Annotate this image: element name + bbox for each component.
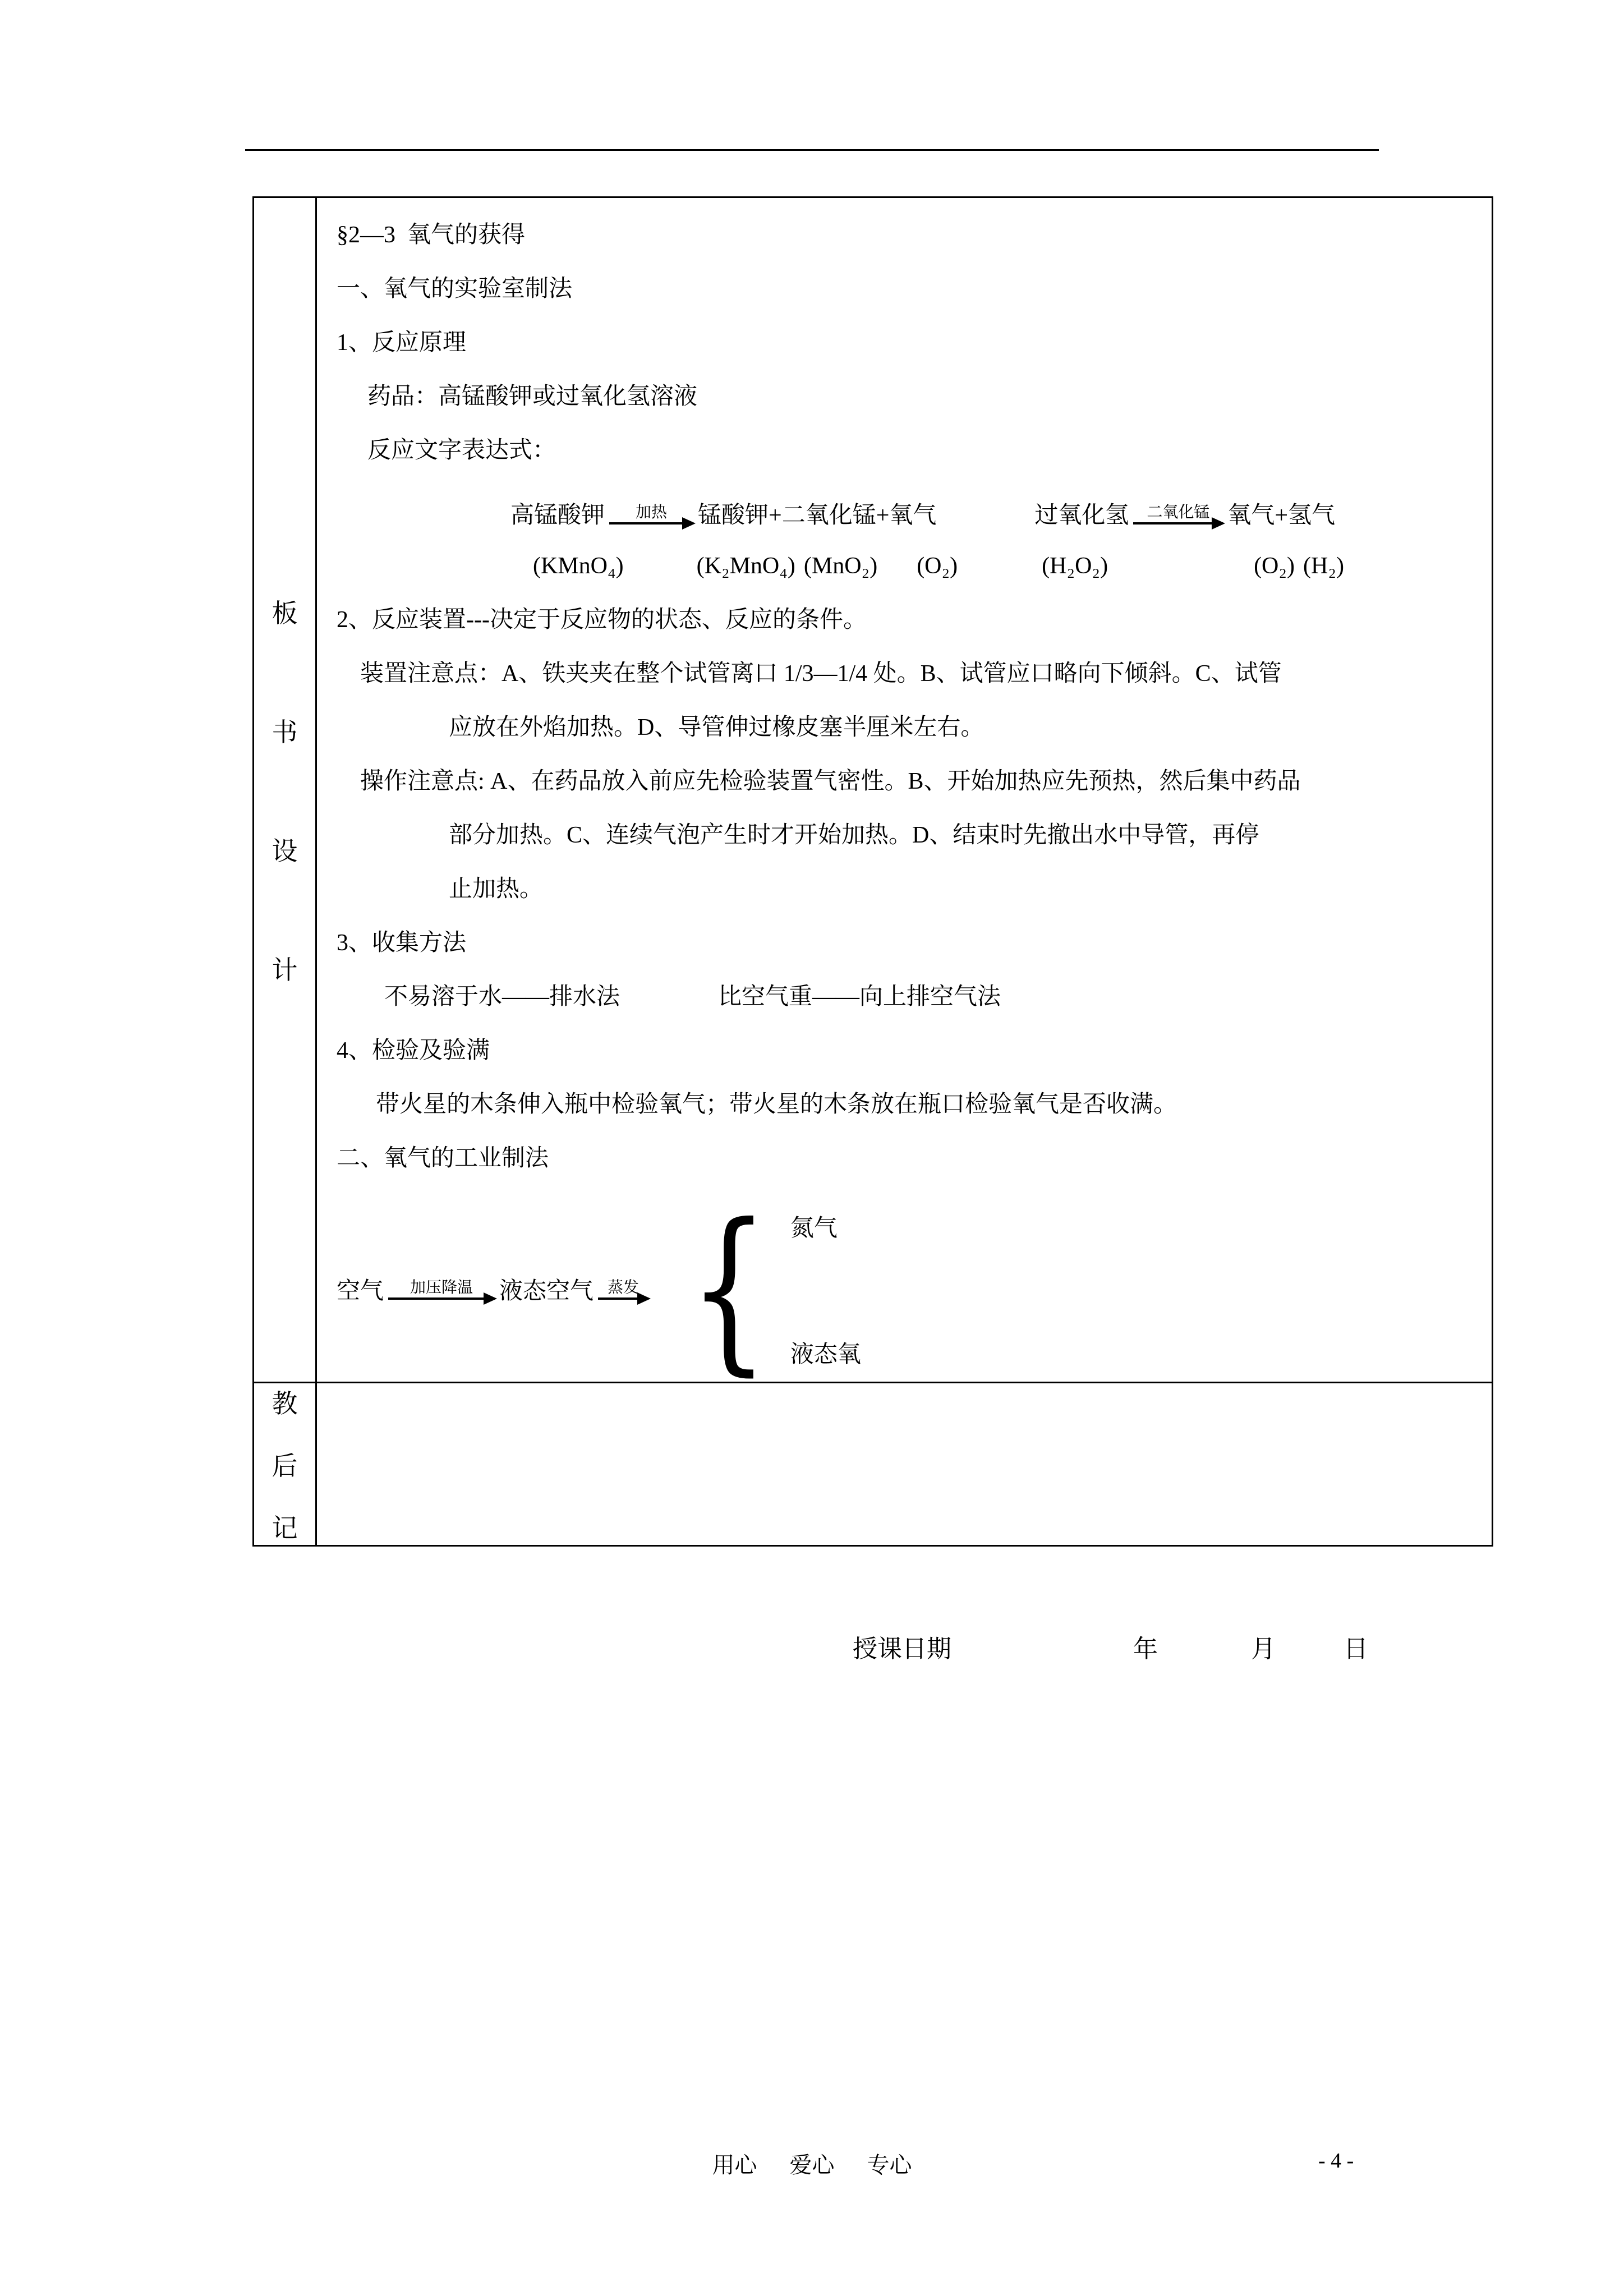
line-lab-method: 一、氧气的实验室制法 [337,276,573,302]
reaction-arrow-icon [609,503,693,524]
lesson-plan-table [252,196,1493,1547]
after-note-row [254,1383,1492,1545]
page-footer [0,2147,1624,2179]
board-label-char: 设 [272,837,298,866]
arrow-shaft-icon [388,1297,495,1300]
footer-word: 专心 [867,2152,912,2178]
board-label-char: 计 [272,956,298,984]
check-detail-line: 带火星的木条伸入瓶中检验氧气；带火星的木条放在瓶口检验氧气是否收满。 [376,1092,1177,1117]
board-label-char: 板 [272,599,298,628]
after-note-content-cell [317,1383,1492,1545]
industry-liquid-oxygen: 液态氧 [790,1341,861,1368]
reaction1-products: 锰酸钾+二氧化锰+氧气 [698,503,937,528]
reaction-equations-row [510,477,1478,539]
after-note-label-cell [254,1383,317,1545]
industry-liquid-air: 液态空气 [499,1278,594,1304]
formula-k2mno4: (K₂MnO₄) [696,553,795,579]
formula-kmno4: (KMnO₄) [533,553,624,579]
industry-products [790,1209,861,1369]
reaction-arrow-icon [1133,503,1223,524]
after-label-char: 记 [272,1514,298,1543]
line-collect-method: 3、收集方法 [337,930,467,956]
arrow-shaft-icon [1133,522,1223,524]
formula-o2: (O₂) [1254,553,1295,579]
date-year-label: 年 [1133,1635,1158,1663]
operate-note-line3: 止加热。 [449,876,544,902]
collect-air-method: 比空气重——向上排空气法 [718,984,1001,1010]
page-number: - 4 - [1318,2149,1354,2173]
footer-word: 用心 [712,2152,757,2178]
collect-water-method: 不易溶于水——排水法 [384,984,620,1010]
line-reaction-device: 2、反应装置---决定于反应物的状态、反应的条件。 [337,607,867,633]
footer-word: 爱心 [789,2152,835,2178]
chemical-formulas-row [337,539,1478,593]
industry-condition-2: 蒸发 [608,1279,640,1296]
line-drugs: 药品：高锰酸钾或过氧化氢溶液 [367,384,698,409]
operate-note-line2: 部分加热。C、连续气泡产生时才开始加热。D、结束时先撤出水中导管，再停 [449,822,1259,848]
board-design-row [254,198,1492,1392]
teaching-date-line [853,1635,1368,1663]
reaction1-condition: 加热 [636,504,668,521]
formula-mno2: (MnO₂) [803,553,878,579]
after-label-char: 后 [272,1452,298,1480]
reaction2-reactant: 过氧化氢 [1034,503,1129,528]
arrow-shaft-icon [598,1297,648,1300]
board-design-label-cell [254,198,317,1382]
brace-icon: { [688,1186,770,1392]
process-arrow-icon [598,1278,648,1300]
operate-note-line1: 操作注意点: A、在药品放入前应先检验装置气密性。B、开始加热应先预热，然后集中药品 [360,769,1301,794]
arrow-shaft-icon [609,522,693,524]
board-design-content-cell [317,198,1492,1392]
line-check-full: 4、检验及验满 [337,1038,490,1064]
device-note-line1: 装置注意点：A、铁夹夹在整个试管离口 1/3—1/4 处。B、试管应口略向下倾斜。C、试管 [360,661,1282,687]
header-divider [245,149,1379,151]
reaction1-reactant: 高锰酸钾 [510,503,605,528]
date-month-label: 月 [1251,1635,1276,1663]
formula-h2o2: (H₂O₂) [1042,553,1108,579]
industry-process-diagram [337,1186,1478,1392]
formula-h2: (H₂) [1303,553,1344,579]
lesson-title: §2—3 氧气的获得 [337,222,526,248]
line-industry-method: 二、氧气的工业制法 [337,1145,549,1171]
line-expression-label: 反应文字表达式： [367,438,556,463]
industry-nitrogen: 氮气 [790,1215,838,1241]
industry-air: 空气 [337,1278,384,1304]
line-reaction-principle: 1、反应原理 [337,330,467,356]
date-day-label: 日 [1344,1635,1368,1663]
device-note-line2: 应放在外焰加热。D、导管伸过橡皮塞半厘米左右。 [449,715,984,740]
formula-o2: (O₂) [917,553,958,579]
process-arrow-icon [388,1278,495,1300]
reaction2-products: 氧气+氢气 [1227,503,1336,528]
board-label-char: 书 [272,718,298,747]
industry-condition-1: 加压降温 [410,1279,473,1296]
reaction2-condition: 二氧化锰 [1147,504,1210,521]
date-label: 授课日期 [853,1635,951,1663]
after-label-char: 教 [272,1389,298,1418]
collect-methods-row [337,970,1478,1024]
